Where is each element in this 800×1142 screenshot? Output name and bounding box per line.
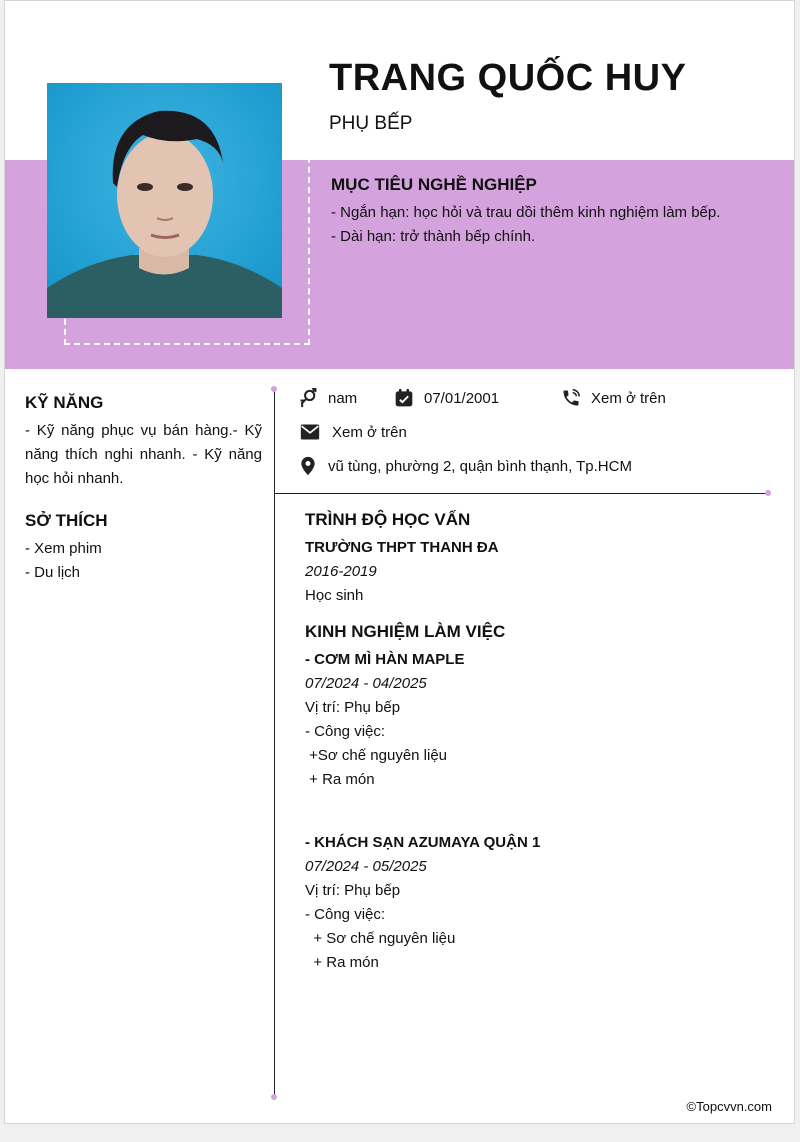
school-name: TRƯỜNG THPT THANH ĐA — [305, 539, 499, 556]
objective-line: - Dài hạn: trở thành bếp chính. — [331, 228, 536, 245]
portrait-illustration — [47, 83, 282, 318]
hobby-item: - Xem phim — [25, 540, 102, 557]
address-value: vũ tùng, phường 2, quận bình thạnh, Tp.HCM — [328, 457, 632, 475]
objective-line: - Ngắn hạn: học hỏi và trau dồi thêm kinh nghiệm làm bếp. — [331, 204, 721, 221]
skills-text: - Kỹ năng phục vụ bán hàng.- Kỹ năng thích nghi nhanh. - Kỹ năng học hỏi nhanh. — [25, 422, 262, 487]
timeline-dot — [271, 1094, 277, 1100]
job-detail-line: + Ra món — [305, 771, 375, 788]
divider-dot — [765, 490, 771, 496]
footer-credit: ©Topcvvn.com — [686, 1099, 772, 1114]
main-column — [305, 510, 765, 975]
cv-page — [4, 0, 795, 1124]
gender-info — [298, 388, 357, 408]
experience-entry — [305, 648, 765, 792]
experience-title: KINH NGHIỆM LÀM VIỆC — [305, 622, 506, 641]
timeline-divider — [274, 390, 275, 1098]
company-name: - CƠM MÌ HÀN MAPLE — [305, 651, 465, 668]
job-detail-line: Vị trí: Phụ bếp — [305, 882, 401, 899]
timeline-dot — [271, 386, 277, 392]
job-detail-line: - Công việc: — [305, 906, 386, 923]
experience-entry — [305, 831, 765, 975]
education-title: TRÌNH ĐỘ HỌC VẤN — [305, 510, 471, 529]
education-detail: Học sinh — [305, 587, 364, 604]
education-period: 2016-2019 — [305, 563, 377, 580]
skills-title: KỸ NĂNG — [25, 393, 104, 412]
candidate-name: TRANG QUỐC HUY — [329, 57, 687, 99]
dob-info — [394, 388, 499, 408]
job-period: 07/2024 - 04/2025 — [305, 675, 427, 692]
left-column — [25, 393, 262, 585]
job-detail-line: + Ra món — [305, 954, 379, 971]
email-info — [298, 422, 407, 442]
email-icon — [298, 422, 322, 442]
phone-info — [561, 388, 666, 408]
job-detail-line: +Sơ chế nguyên liệu — [305, 747, 448, 764]
job-title: PHỤ BẾP — [329, 113, 413, 134]
phone-value: Xem ở trên — [591, 389, 666, 407]
company-name: - KHÁCH SẠN AZUMAYA QUẬN 1 — [305, 834, 541, 851]
gender-icon — [298, 388, 318, 408]
profile-photo — [47, 83, 282, 318]
job-detail-line: + Sơ chế nguyên liệu — [305, 930, 456, 947]
calendar-icon — [394, 388, 414, 408]
hobbies-title: SỞ THÍCH — [25, 511, 108, 530]
dob-value: 07/01/2001 — [424, 389, 500, 407]
address-info — [298, 456, 632, 476]
objective-title: MỤC TIÊU NGHỀ NGHIỆP — [331, 175, 537, 194]
phone-icon — [561, 388, 581, 408]
hobby-item: - Du lịch — [25, 564, 81, 581]
career-objective-section — [331, 175, 771, 249]
email-value: Xem ở trên — [332, 423, 407, 441]
contact-divider — [275, 493, 769, 494]
location-pin-icon — [298, 456, 318, 476]
gender-value: nam — [328, 389, 358, 407]
job-period: 07/2024 - 05/2025 — [305, 858, 427, 875]
job-detail-line: - Công việc: — [305, 723, 386, 740]
job-detail-line: Vị trí: Phụ bếp — [305, 699, 401, 716]
